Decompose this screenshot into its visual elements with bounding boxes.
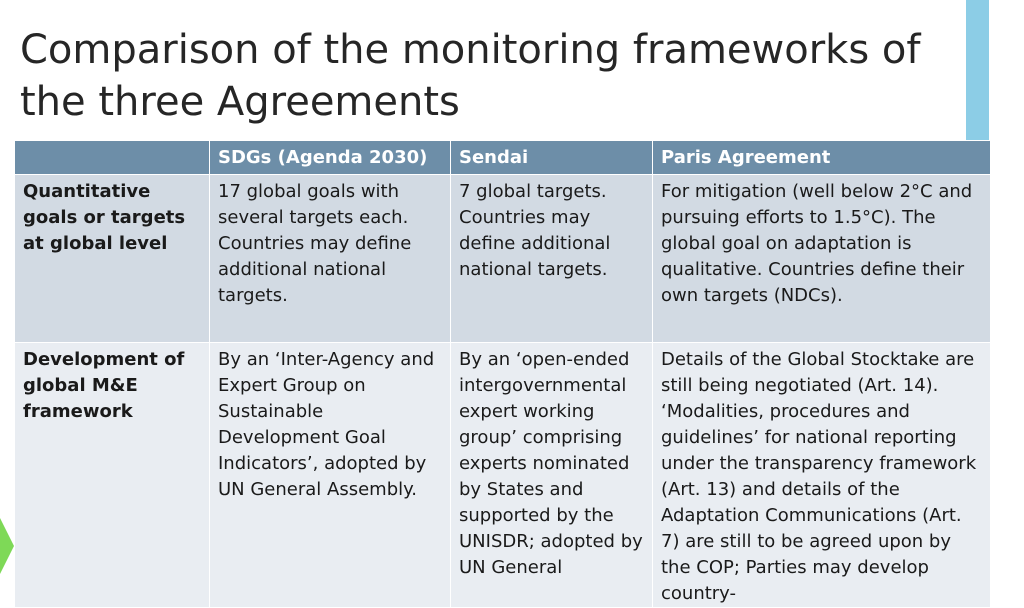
row-label: Development of global M&E framework (15, 343, 210, 608)
header-cell-paris: Paris Agreement (653, 141, 991, 175)
header-cell-sdgs: SDGs (Agenda 2030) (210, 141, 451, 175)
slide-title: Comparison of the monitoring frameworks of the three Agreements (20, 27, 921, 125)
header-cell-empty (15, 141, 210, 175)
table-row (15, 175, 991, 343)
table-header-row (15, 141, 991, 175)
table-cell: By an ‘open-ended intergovernmental expert working group’ comprising experts nominated by States and supported by the UNISDR; adopted by UN General (451, 343, 653, 608)
table-row (15, 343, 991, 608)
table-cell: Details of the Global Stocktake are still being negotiated (Art. 14). ‘Modalities, procedures and guidelines’ for national reporting under the transparency framework (Art. 13) and details of the Adaptation Communications (Art. 7) are still to be agreed upon by the COP; Parties may develop country- (653, 343, 991, 608)
header-cell-sendai: Sendai (451, 141, 653, 175)
row-label: Quantitative goals or targets at global level (15, 175, 210, 343)
table-cell: For mitigation (well below 2°C and pursuing efforts to 1.5°C). The global goal on adaptation is qualitative. Countries define their own targets (NDCs). (653, 175, 991, 343)
table-cell: 7 global targets. Countries may define additional national targets. (451, 175, 653, 343)
comparison-table (14, 140, 991, 608)
table-cell: 17 global goals with several targets each. Countries may define additional national targets. (210, 175, 451, 343)
table-cell: By an ‘Inter-Agency and Expert Group on Sustainable Development Goal Indicators’, adopted by UN General Assembly. (210, 343, 451, 608)
accent-corner-shape (0, 518, 14, 574)
